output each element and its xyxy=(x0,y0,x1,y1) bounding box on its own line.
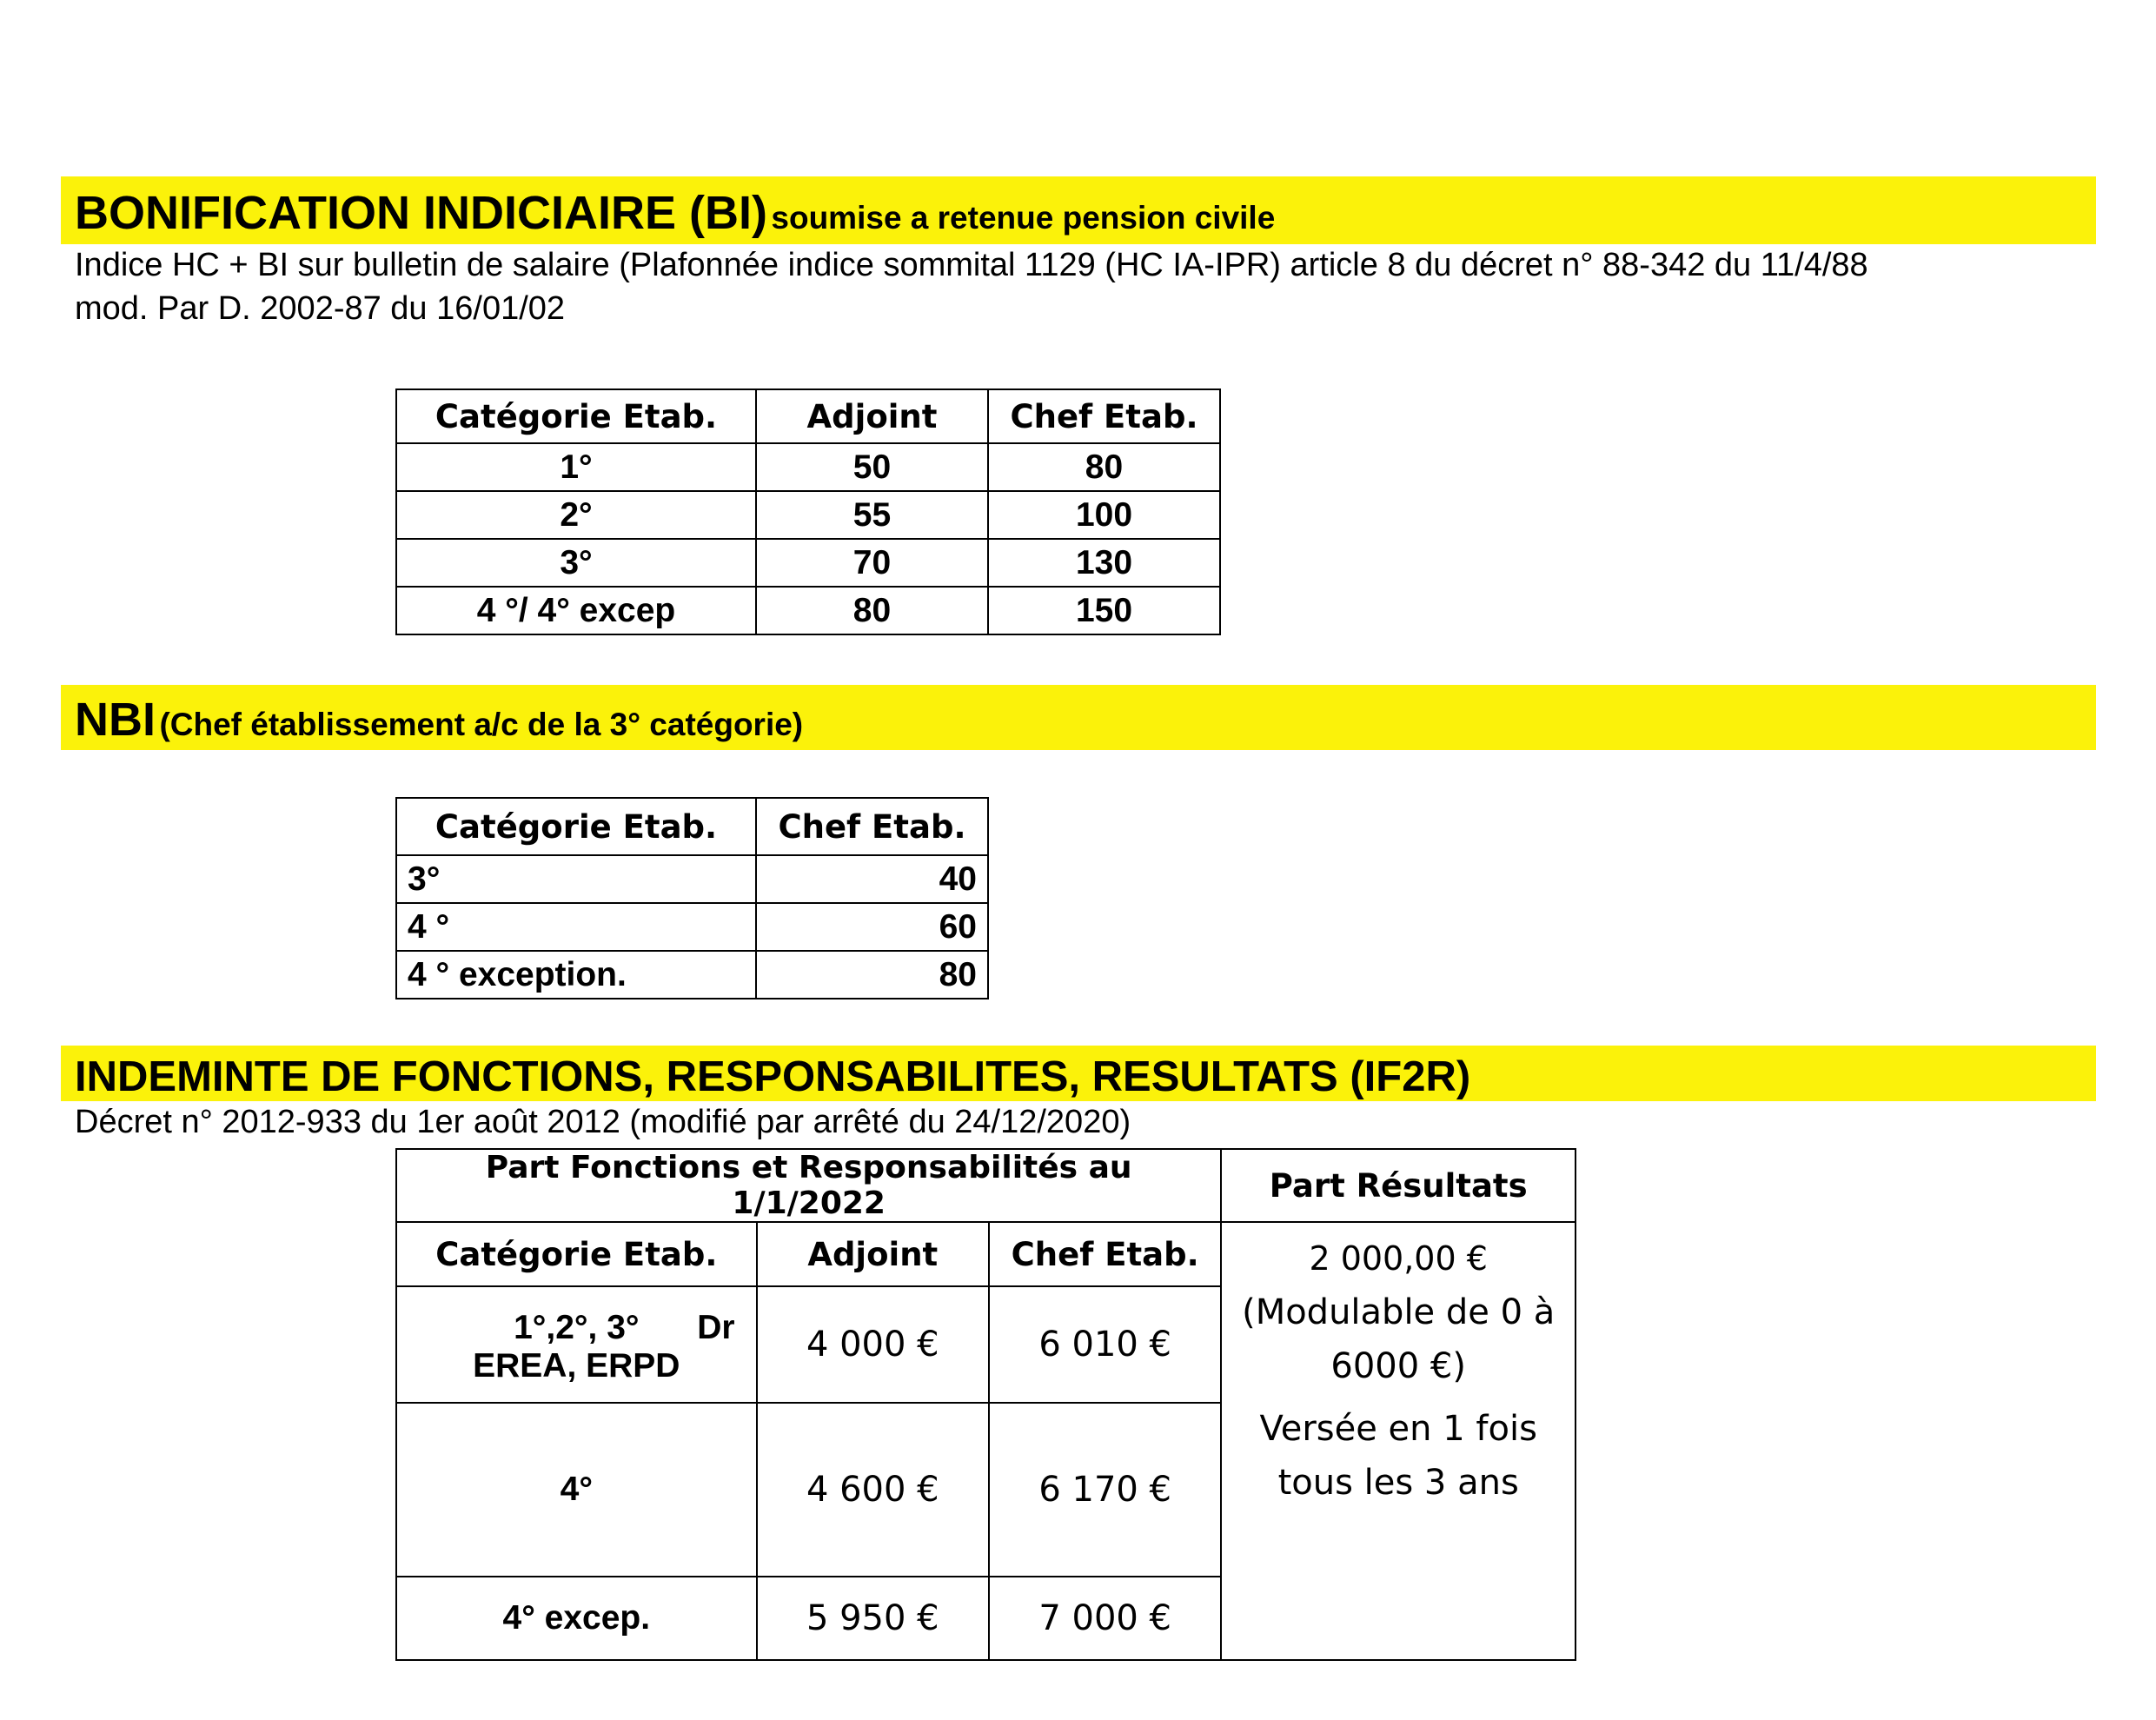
adjoint-cell: 70 xyxy=(756,539,988,587)
category-line2: EREA, ERPD xyxy=(473,1347,680,1385)
table-row xyxy=(396,539,1220,587)
result-paid-line1: Versée en 1 fois xyxy=(1259,1409,1537,1449)
table-row xyxy=(396,587,1220,634)
part-resultats-cell xyxy=(1221,1222,1576,1660)
category-dr: Dr xyxy=(697,1309,735,1346)
part-fonctions-header: Part Fonctions et Responsabilités au 1/1/2022 xyxy=(396,1149,1221,1222)
nbi-heading xyxy=(75,693,803,747)
category-cell: 4 ° xyxy=(396,903,756,951)
adjoint-cell: 5 950 € xyxy=(757,1577,989,1660)
table-row xyxy=(396,491,1220,539)
chef-cell: 130 xyxy=(988,539,1220,587)
column-header: Catégorie Etab. xyxy=(396,389,756,443)
column-header: Chef Etab. xyxy=(988,389,1220,443)
table-row xyxy=(396,855,988,903)
column-header: Chef Etab. xyxy=(756,798,988,855)
bi-title: BONIFICATION INDICIAIRE (BI) xyxy=(75,187,767,239)
result-paid-line2: tous les 3 ans xyxy=(1277,1463,1519,1503)
column-header: Catégorie Etab. xyxy=(396,1222,757,1286)
table-row xyxy=(396,443,1220,491)
bi-heading xyxy=(75,186,1275,240)
category-cell: 2° xyxy=(396,491,756,539)
if2r-description: Décret n° 2012-933 du 1er août 2012 (modifié par arrêté du 24/12/2020) xyxy=(75,1104,1131,1140)
table-header-row xyxy=(396,1222,1576,1286)
bi-description-line1: Indice HC + BI sur bulletin de salaire (Plafonnée indice sommital 1129 (HC IA-IPR) article 8 du décret n° 88-342 du 11/4/88 xyxy=(75,247,1868,283)
bi-subtitle: soumise a retenue pension civile xyxy=(771,200,1276,236)
adjoint-cell: 80 xyxy=(756,587,988,634)
column-header: Adjoint xyxy=(757,1222,989,1286)
if2r-title: INDEMINTE DE FONCTIONS, RESPONSABILITES, RESULTATS (IF2R) xyxy=(75,1053,1471,1100)
column-header: Adjoint xyxy=(756,389,988,443)
column-header: Catégorie Etab. xyxy=(396,798,756,855)
part-resultats-header: Part Résultats xyxy=(1221,1149,1576,1222)
chef-cell: 40 xyxy=(756,855,988,903)
category-cell: 3° xyxy=(396,539,756,587)
chef-cell: 6 010 € xyxy=(989,1286,1221,1403)
if2r-heading xyxy=(75,1053,1470,1101)
adjoint-cell: 4 000 € xyxy=(757,1286,989,1403)
nbi-title: NBI xyxy=(75,694,156,746)
if2r-table xyxy=(395,1148,1576,1661)
category-cell: 4° excep. xyxy=(396,1577,757,1660)
table-row xyxy=(396,951,988,999)
nbi-table xyxy=(395,797,989,999)
bi-table xyxy=(395,388,1221,635)
column-header: Chef Etab. xyxy=(989,1222,1221,1286)
category-cell: 1° xyxy=(396,443,756,491)
chef-cell: 80 xyxy=(988,443,1220,491)
adjoint-cell: 4 600 € xyxy=(757,1403,989,1577)
chef-cell: 60 xyxy=(756,903,988,951)
result-modulable-line1: (Modulable de 0 à xyxy=(1242,1292,1556,1332)
adjoint-cell: 55 xyxy=(756,491,988,539)
chef-cell: 100 xyxy=(988,491,1220,539)
table-group-header-row xyxy=(396,1149,1576,1222)
chef-cell: 150 xyxy=(988,587,1220,634)
table-header-row xyxy=(396,798,988,855)
category-line1: 1°,2°, 3° xyxy=(514,1309,640,1346)
category-cell xyxy=(396,1286,757,1403)
bi-description-line2: mod. Par D. 2002-87 du 16/01/02 xyxy=(75,290,566,327)
category-cell: 4° xyxy=(396,1403,757,1577)
chef-cell: 7 000 € xyxy=(989,1577,1221,1660)
result-amount: 2 000,00 € xyxy=(1309,1239,1488,1278)
chef-cell: 80 xyxy=(756,951,988,999)
category-cell: 4 ° exception. xyxy=(396,951,756,999)
chef-cell: 6 170 € xyxy=(989,1403,1221,1577)
adjoint-cell: 50 xyxy=(756,443,988,491)
table-header-row xyxy=(396,389,1220,443)
table-row xyxy=(396,903,988,951)
result-modulable-line2: 6000 €) xyxy=(1330,1346,1466,1386)
nbi-subtitle: (Chef établissement a/c de la 3° catégorie) xyxy=(159,707,804,742)
category-cell: 4 °/ 4° excep xyxy=(396,587,756,634)
bi-description xyxy=(75,243,1868,330)
category-cell: 3° xyxy=(396,855,756,903)
